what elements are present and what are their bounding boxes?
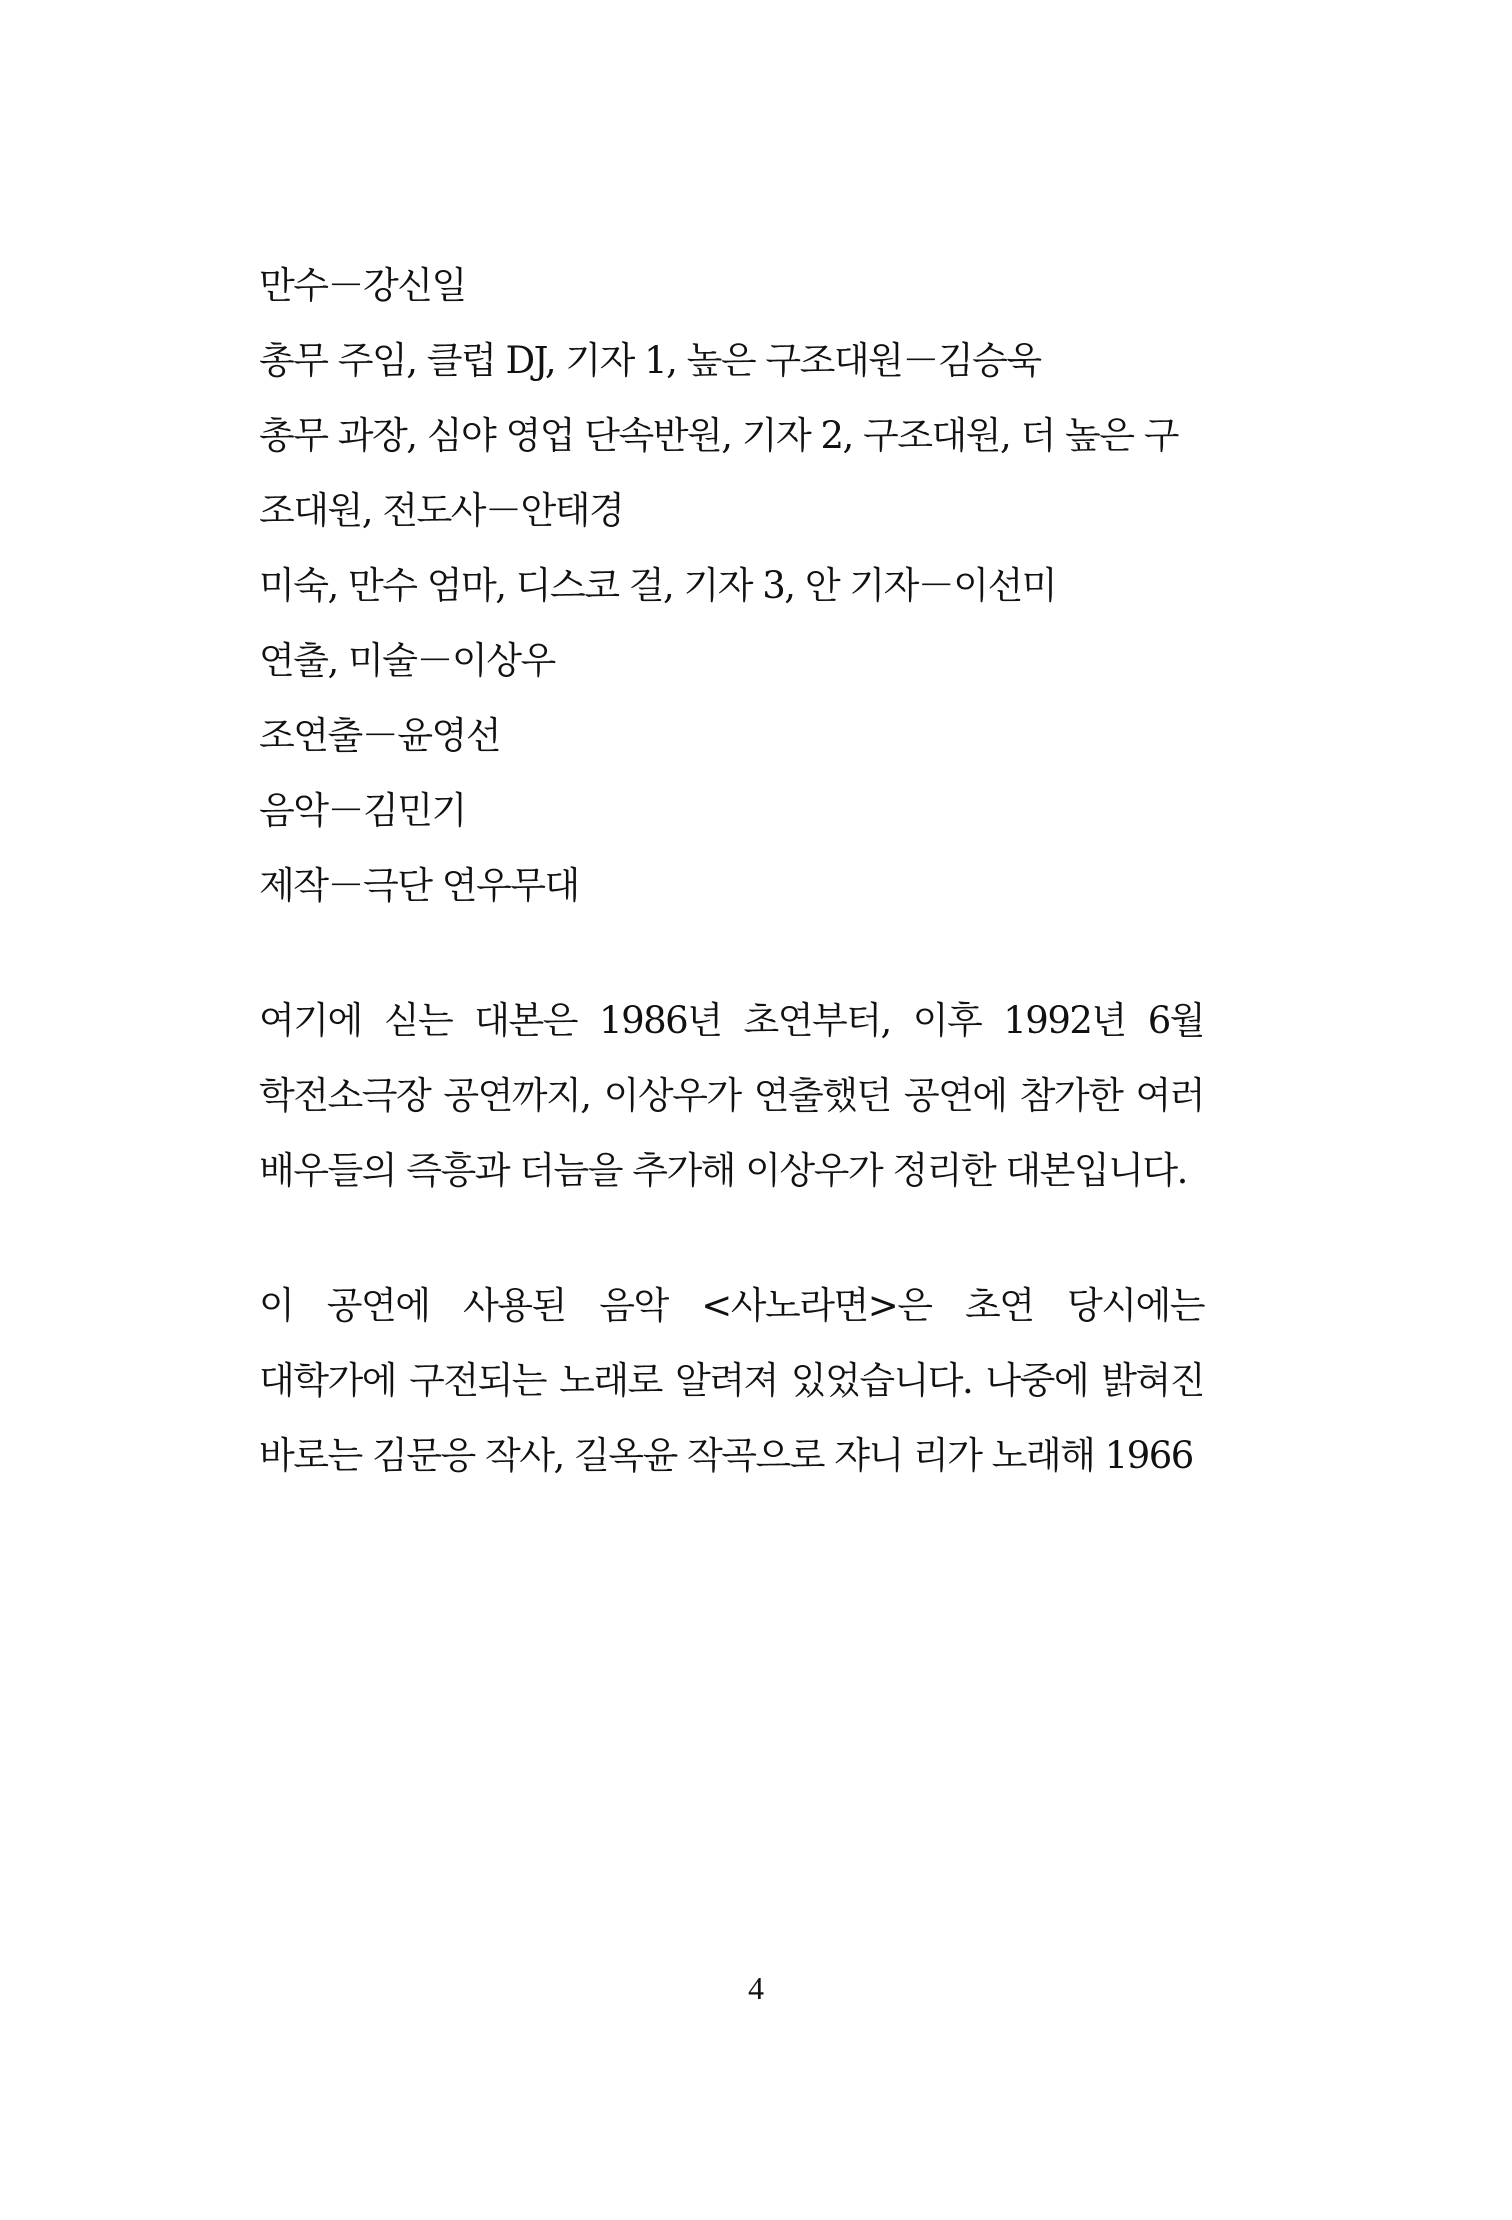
script-note-paragraph: 여기에 싣는 대본은 1986년 초연부터, 이후 1992년 6월 학전소극장 공연까지, 이상우가 연출했던 공연에 참가한 여러 배우들의 즉흥과 더늠을 추가해 이상우가 정리한 대본입니다. xyxy=(259,999,1204,1192)
cast-credits-list xyxy=(259,248,1204,923)
page-number: 4 xyxy=(748,1970,764,2006)
credit-line: 음악－김민기 xyxy=(259,789,466,832)
credit-line: 조연출－윤영선 xyxy=(259,714,500,757)
credit-line: 미숙, 만수 엄마, 디스코 걸, 기자 3, 안 기자－이선미 xyxy=(259,564,1057,607)
credit-line: 연출, 미술－이상우 xyxy=(259,639,555,682)
credit-line: 만수－강신일 xyxy=(259,264,466,307)
credit-line: 제작－극단 연우무대 xyxy=(259,864,579,907)
credit-line: 총무 과장, 심야 영업 단속반원, 기자 2, 구조대원, 더 높은 구조대원, 전도사－안태경 xyxy=(259,414,1179,532)
music-note-paragraph: 이 공연에 사용된 음악 <사노라면>은 초연 당시에는 대학가에 구전되는 노래로 알려져 있었습니다. 나중에 밝혀진 바로는 김문응 작사, 길옥윤 작곡으로 쟈니 리가 노래해 1966 xyxy=(259,1284,1204,1477)
credit-line: 총무 주임, 클럽 DJ, 기자 1, 높은 구조대원－김승욱 xyxy=(259,339,1041,382)
document-page xyxy=(259,248,1204,1493)
